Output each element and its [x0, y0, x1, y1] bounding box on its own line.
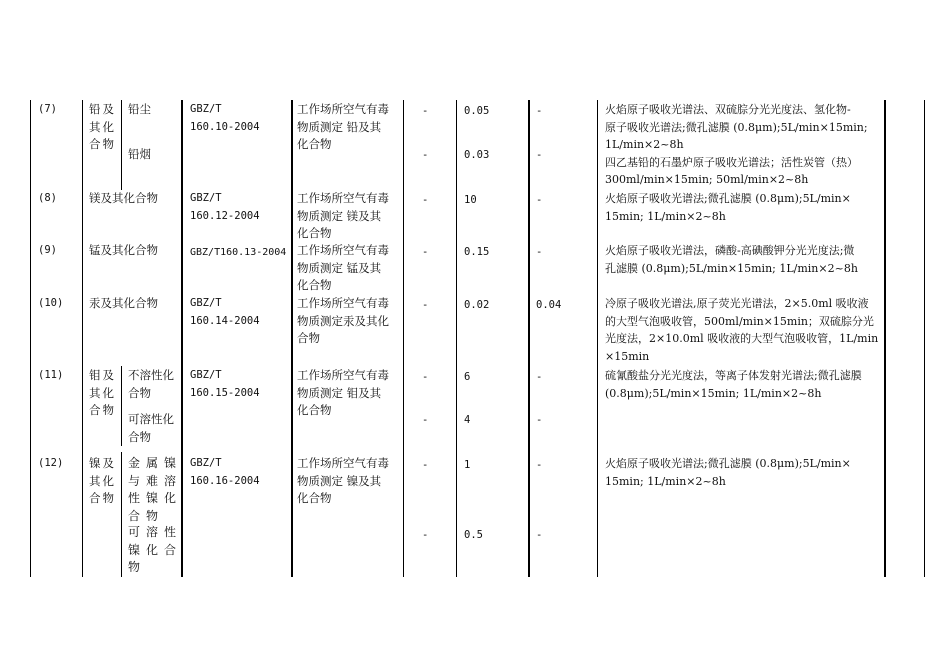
subcolumn-divider [121, 366, 122, 446]
stel-value: - [536, 414, 543, 426]
standard-code: GBZ/T 160.12-2004 [190, 192, 260, 222]
substance-form: 可溶性化 合物 [128, 412, 174, 444]
stel-value: - [536, 529, 543, 541]
detection-method: 硫氰酸盐分光光度法，等离子体发射光谱法;微孔滤膜 (0.8μm);5L/min×15min; 1L/min×2~8h [605, 369, 862, 400]
substance-name: 铅及 其化 合物 [89, 102, 116, 151]
twa-value: 0.15 [464, 246, 490, 258]
stel-value: - [536, 149, 543, 161]
column-divider [528, 100, 530, 577]
subcolumn-divider [121, 100, 122, 190]
twa-value: 6 [464, 371, 471, 383]
column-divider [291, 100, 293, 577]
table-border-right [924, 100, 925, 577]
standard-code: GBZ/T 160.16-2004 [190, 457, 260, 487]
twa-value: 0.5 [464, 529, 483, 541]
column-divider [403, 100, 404, 577]
twa-value: 4 [464, 414, 471, 426]
substance-name: 锰及其化合物 [89, 243, 158, 257]
mac-value: - [422, 246, 429, 258]
twa-value: 0.05 [464, 105, 490, 117]
twa-value: 0.02 [464, 299, 490, 311]
substance-form: 不溶性化 合物 [128, 368, 174, 400]
twa-value: 10 [464, 194, 477, 206]
stel-value: - [536, 194, 543, 206]
stel-value: - [536, 246, 543, 258]
row-number: (11) [38, 369, 64, 381]
standard-code: GBZ/T 160.14-2004 [190, 297, 260, 327]
substance-form: 金属镍 与难溶 性镍化 合物 [128, 456, 183, 523]
mac-value: - [422, 459, 429, 471]
column-divider [82, 100, 83, 577]
substance-name: 镍及 其化 合物 [89, 456, 116, 505]
mac-value: - [422, 371, 429, 383]
substance-name: 汞及其化合物 [89, 296, 158, 310]
row-number: (12) [38, 457, 64, 469]
standard-title: 工作场所空气有毒 物质测定 镍及其 化合物 [297, 456, 389, 505]
column-divider [884, 100, 886, 577]
substance-form: 铅烟 [128, 147, 151, 161]
mac-value: - [422, 529, 429, 541]
stel-value: - [536, 105, 543, 117]
standard-title: 工作场所空气有毒 物质测定 铅及其 化合物 [297, 102, 389, 151]
row-number: (8) [38, 192, 57, 204]
standard-code: GBZ/T 160.10-2004 [190, 103, 260, 133]
stel-value: 0.04 [536, 299, 562, 311]
substance-name: 钼及 其化 合物 [89, 368, 116, 417]
column-divider [456, 100, 457, 577]
standard-code: GBZ/T 160.15-2004 [190, 369, 260, 399]
mac-value: - [422, 149, 429, 161]
mac-value: - [422, 414, 429, 426]
detection-method: 火焰原子吸收光谱法、双硫腙分光光度法、氢化物- 原子吸收光谱法;微孔滤膜 (0.8μm);5L/min×15min; 1L/min×2~8h 四乙基铅的石墨炉原子吸收光谱法；活性炭管（热） 300ml/min×15min; 50ml/min×2~8h [605, 103, 868, 186]
subcolumn-divider [121, 452, 122, 577]
standard-title: 工作场所空气有毒 物质测定 镁及其 化合物 [297, 191, 389, 240]
twa-value: 0.03 [464, 149, 490, 161]
detection-method: 火焰原子吸收光谱法;微孔滤膜 (0.8μm);5L/min× 15min; 1L/min×2~8h [605, 192, 851, 223]
detection-method: 火焰原子吸收光谱法;微孔滤膜 (0.8μm);5L/min× 15min; 1L/min×2~8h [605, 457, 851, 488]
mac-value: - [422, 194, 429, 206]
row-number: (7) [38, 103, 57, 115]
stel-value: - [536, 371, 543, 383]
row-number: (9) [38, 244, 57, 256]
table-border-left [30, 100, 31, 577]
standard-code: GBZ/T160.13-2004 [190, 247, 287, 258]
row-number: (10) [38, 297, 64, 309]
mac-value: - [422, 105, 429, 117]
standard-title: 工作场所空气有毒 物质测定 锰及其 化合物 [297, 243, 389, 292]
substance-form: 铅尘 [128, 102, 151, 116]
substance-form: 可溶性 镍化合 物 [128, 525, 183, 574]
standard-title: 工作场所空气有毒 物质测定 钼及其 化合物 [297, 368, 389, 417]
mac-value: - [422, 299, 429, 311]
column-divider [597, 100, 598, 577]
detection-method: 火焰原子吸收光谱法，磷酸-高碘酸钾分光光度法;微 孔滤膜 (0.8μm);5L/min×15min; 1L/min×2~8h [605, 244, 858, 275]
substance-name: 镁及其化合物 [89, 191, 158, 205]
detection-method: 冷原子吸收光谱法,原子荧光光谱法，2×5.0ml 吸收液 的大型气泡吸收管，500ml/min×15min；双硫腙分光 光度法，2×10.0ml 吸收液的大型气泡吸收管，1L/min ×15min [605, 297, 879, 363]
standard-title: 工作场所空气有毒 物质测定汞及其化 合物 [297, 296, 389, 345]
twa-value: 1 [464, 459, 471, 471]
stel-value: - [536, 459, 543, 471]
